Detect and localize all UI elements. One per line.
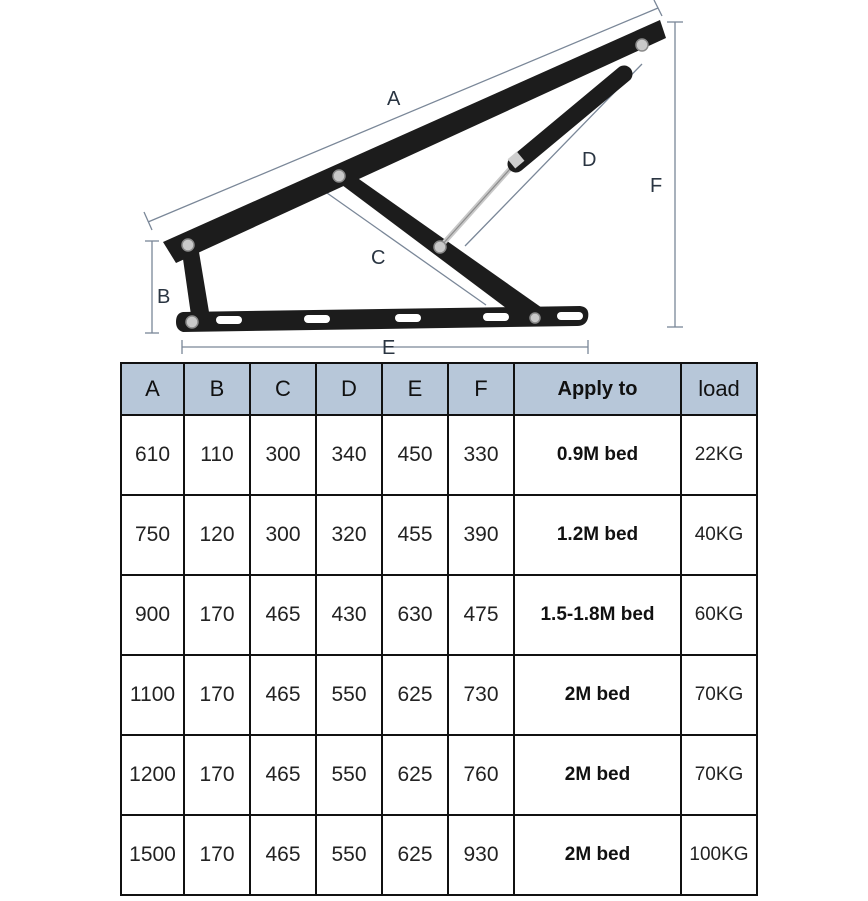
rivet: [182, 239, 194, 251]
cell-load: 70KG: [681, 655, 757, 735]
header-load: load: [681, 363, 757, 415]
rivet: [530, 313, 540, 323]
cell-apply-to: 2M bed: [514, 655, 681, 735]
cell-load: 40KG: [681, 495, 757, 575]
header-a: A: [121, 363, 184, 415]
cell-load: 100KG: [681, 815, 757, 895]
cell-b: 170: [184, 575, 250, 655]
cell-apply-to: 1.5-1.8M bed: [514, 575, 681, 655]
cell-a: 610: [121, 415, 184, 495]
cell-apply-to: 2M bed: [514, 735, 681, 815]
cell-d: 430: [316, 575, 382, 655]
rivet: [434, 241, 446, 253]
label-e: E: [382, 337, 396, 359]
rivet: [333, 170, 345, 182]
label-f: F: [650, 175, 663, 197]
cell-c: 465: [250, 575, 316, 655]
rivets: [182, 39, 648, 328]
cell-e: 625: [382, 655, 448, 735]
label-c: C: [371, 247, 386, 269]
rivet: [186, 316, 198, 328]
cell-c: 465: [250, 735, 316, 815]
header-e: E: [382, 363, 448, 415]
cell-b: 170: [184, 815, 250, 895]
cell-a: 1500: [121, 815, 184, 895]
cell-f: 730: [448, 655, 514, 735]
cell-load: 70KG: [681, 735, 757, 815]
cell-a: 1200: [121, 735, 184, 815]
cell-d: 550: [316, 655, 382, 735]
cell-c: 465: [250, 655, 316, 735]
table-row: [121, 815, 757, 895]
cell-f: 930: [448, 815, 514, 895]
cell-load: 22KG: [681, 415, 757, 495]
cell-e: 625: [382, 815, 448, 895]
table-row: [121, 655, 757, 735]
table-row: [121, 415, 757, 495]
cell-e: 450: [382, 415, 448, 495]
table-header-row: [121, 363, 757, 415]
cell-apply-to: 1.2M bed: [514, 495, 681, 575]
spec-table-container: [120, 362, 756, 891]
rivet: [636, 39, 648, 51]
cell-c: 300: [250, 415, 316, 495]
header-d: D: [316, 363, 382, 415]
header-b: B: [184, 363, 250, 415]
cell-e: 630: [382, 575, 448, 655]
cell-c: 465: [250, 815, 316, 895]
cell-b: 170: [184, 735, 250, 815]
header-f: F: [448, 363, 514, 415]
label-a: A: [387, 88, 401, 110]
header-apply-to: Apply to: [514, 363, 681, 415]
table-row: [121, 495, 757, 575]
table-row: [121, 575, 757, 655]
cell-f: 390: [448, 495, 514, 575]
dimension-line-c: [327, 193, 486, 305]
cell-a: 1100: [121, 655, 184, 735]
bed-lift-hinge-diagram: [0, 0, 868, 362]
cell-apply-to: 0.9M bed: [514, 415, 681, 495]
cell-e: 625: [382, 735, 448, 815]
cell-b: 120: [184, 495, 250, 575]
cell-d: 550: [316, 735, 382, 815]
cell-c: 300: [250, 495, 316, 575]
header-c: C: [250, 363, 316, 415]
cell-a: 750: [121, 495, 184, 575]
label-b: B: [157, 286, 171, 308]
cell-d: 340: [316, 415, 382, 495]
cell-e: 455: [382, 495, 448, 575]
cell-f: 330: [448, 415, 514, 495]
cell-a: 900: [121, 575, 184, 655]
cell-f: 760: [448, 735, 514, 815]
label-d: D: [582, 149, 597, 171]
cell-b: 170: [184, 655, 250, 735]
cell-apply-to: 2M bed: [514, 815, 681, 895]
cell-f: 475: [448, 575, 514, 655]
cell-load: 60KG: [681, 575, 757, 655]
cell-d: 550: [316, 815, 382, 895]
table-row: [121, 735, 757, 815]
cell-b: 110: [184, 415, 250, 495]
gas-spring: [441, 74, 624, 246]
spec-table: [120, 362, 758, 896]
cell-d: 320: [316, 495, 382, 575]
